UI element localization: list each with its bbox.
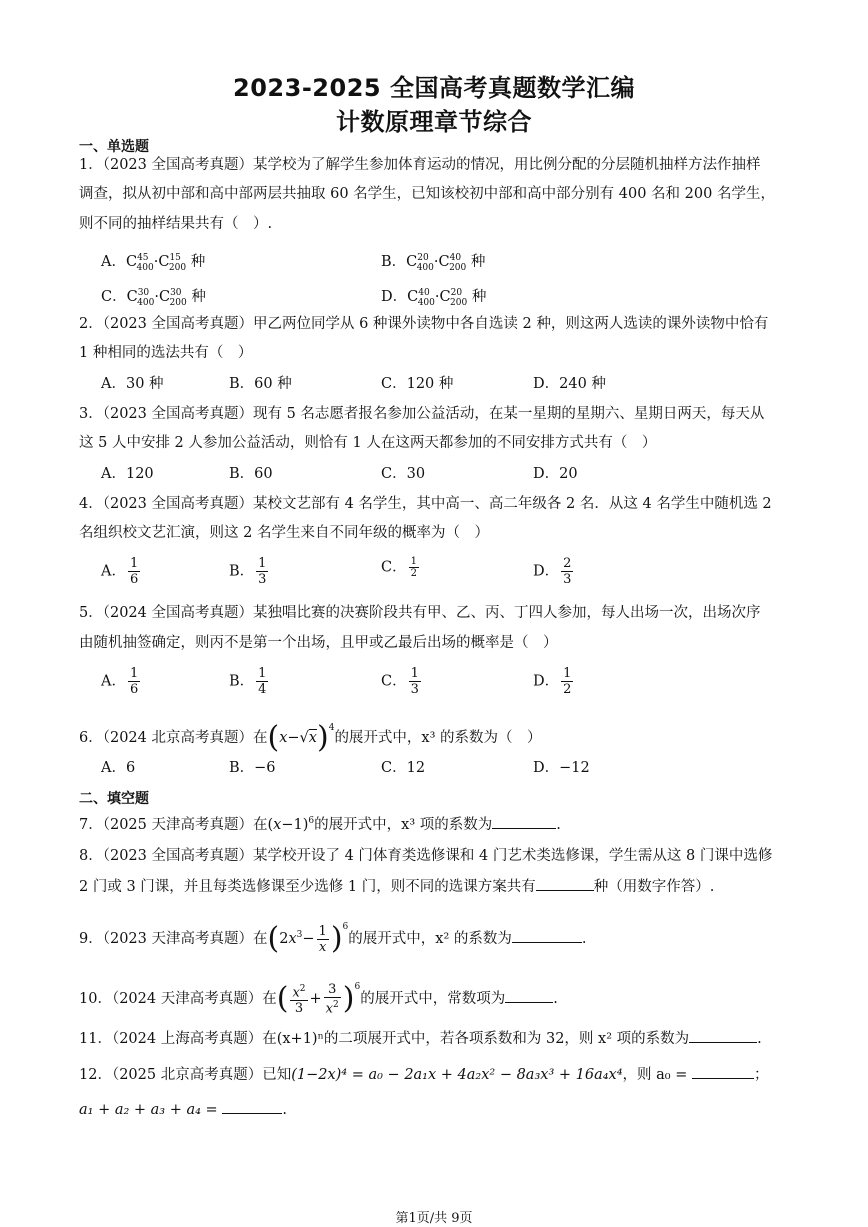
answer-blank[interactable] bbox=[492, 814, 556, 829]
question-1-option-a[interactable]: A．$C^{45}_{400}\cdot C^{15}_{200}$ 种 bbox=[101, 253, 206, 273]
question-4-line-1: 4．（2023 全国高考真题）某校文艺部有 4 名学生，其中高一、高二年级各 2 名．从这 4 名学生中随机选 2 bbox=[79, 496, 772, 512]
question-3-option-a[interactable]: A．120 bbox=[101, 466, 154, 482]
question-5-line-1: 5．（2024 全国高考真题）某独唱比赛的决赛阶段共有甲、乙、丙、丁四人参加，每人出场一次，出场次序 bbox=[79, 605, 761, 621]
question-5-option-d[interactable]: D． $\frac{1}{2}$ bbox=[533, 666, 572, 697]
page-title: 2023-2025 全国高考真题数学汇编 bbox=[233, 74, 635, 102]
question-3-line-2: 这 5 人中安排 2 人参加公益活动，则恰有 1 人在这两天都参加的不同安排方式共有（ ） bbox=[79, 435, 657, 451]
answer-blank[interactable] bbox=[689, 1028, 757, 1043]
question-11-line: 11．（2024 上海高考真题）在(x+1)ⁿ的二项展开式中，若各项系数和为 32，则 x² 项的系数为 . bbox=[79, 1028, 762, 1049]
question-1-option-c[interactable]: C．$C^{30}_{400}\cdot C^{30}_{200}$ 种 bbox=[101, 288, 206, 308]
answer-blank[interactable] bbox=[536, 876, 594, 891]
answer-blank[interactable] bbox=[512, 928, 582, 943]
question-1-option-b[interactable]: B．$C^{20}_{400}\cdot C^{40}_{200}$ 种 bbox=[381, 253, 486, 273]
question-1-line-2: 调查，拟从初中部和高中部两层共抽取 60 名学生，已知该校初中部和高中部分别有 400 名和 200 名学生， bbox=[79, 186, 775, 202]
question-5-option-a[interactable]: A． $\frac{1}{6}$ bbox=[101, 666, 139, 697]
question-5-option-c[interactable]: C． $\frac{1}{3}$ bbox=[381, 666, 419, 697]
question-4-option-b[interactable]: B． $\frac{1}{3}$ bbox=[229, 556, 267, 587]
question-10-line: 10．（2024 天津高考真题）在( $\frac{x^2}{3}$ + $\frac{3}{x^2}$ )$^6$的展开式中，常数项为 . bbox=[79, 981, 558, 1017]
question-3-option-c[interactable]: C．30 bbox=[381, 466, 426, 482]
page-footer: 第1页/共 9页 bbox=[395, 1211, 473, 1226]
question-6-option-a[interactable]: A．6 bbox=[101, 760, 136, 776]
question-6-option-d[interactable]: D．−12 bbox=[533, 760, 590, 776]
answer-blank[interactable] bbox=[505, 988, 553, 1003]
question-3-line-1: 3．（2023 全国高考真题）现有 5 名志愿者报名参加公益活动，在某一星期的星期六、星期日两天，每天从 bbox=[79, 406, 765, 422]
answer-blank[interactable] bbox=[222, 1099, 282, 1114]
answer-blank[interactable] bbox=[692, 1064, 754, 1079]
question-3-option-d[interactable]: D．20 bbox=[533, 466, 578, 482]
question-2-option-b[interactable]: B．60 种 bbox=[229, 376, 292, 392]
question-3-option-b[interactable]: B．60 bbox=[229, 466, 273, 482]
question-8-line-2: 2 门或 3 门课，并且每类选修课至少选修 1 门，则不同的选课方案共有 种（用数字作答）. bbox=[79, 876, 714, 897]
question-6-option-b[interactable]: B．−6 bbox=[229, 760, 276, 776]
question-2-line-1: 2．（2023 全国高考真题）甲乙两位同学从 6 种课外读物中各自选读 2 种，则这两人选读的课外读物中恰有 bbox=[79, 316, 769, 332]
question-4-option-a[interactable]: A． $\frac{1}{6}$ bbox=[101, 556, 139, 587]
question-4-option-c[interactable]: C． $\frac{1}{2}$ bbox=[381, 556, 417, 579]
question-2-line-2: 1 种相同的选法共有（ ） bbox=[79, 345, 253, 361]
page-subtitle: 计数原理章节综合 bbox=[336, 108, 532, 136]
question-8-line-1: 8．（2023 全国高考真题）某学校开设了 4 门体育类选修课和 4 门艺术类选修课，学生需从这 8 门课中选修 bbox=[79, 848, 773, 864]
question-2-option-a[interactable]: A．30 种 bbox=[101, 376, 164, 392]
question-6-line: 6．（2024 北京高考真题）在$(x-√x)^4$的展开式中，x³ 的系数为（ ） bbox=[79, 720, 542, 755]
question-2-option-c[interactable]: C．120 种 bbox=[381, 376, 454, 392]
section-heading-single-choice: 一、单选题 bbox=[79, 139, 149, 155]
question-1-line-3: 则不同的抽样结果共有（ ）. bbox=[79, 216, 273, 232]
question-12-line-1: 12．（2025 北京高考真题）已知(1−2x)⁴ = a₀ − 2a₁x + 4a₂x² − 8a₃x³ + 16a₄x⁴，则 a₀ = ； bbox=[79, 1064, 768, 1085]
question-4-line-2: 名组织校文艺汇演，则这 2 名学生来自不同年级的概率为（ ） bbox=[79, 525, 489, 541]
question-5-line-2: 由随机抽签确定，则丙不是第一个出场，且甲或乙最后出场的概率是（ ） bbox=[79, 635, 558, 651]
question-1-line-1: 1．（2023 全国高考真题）某学校为了解学生参加体育运动的情况，用比例分配的分层随机抽样方法作抽样 bbox=[79, 157, 761, 173]
question-2-option-d[interactable]: D．240 种 bbox=[533, 376, 606, 392]
question-12-line-2: a₁ + a₂ + a₃ + a₄ = . bbox=[79, 1099, 287, 1120]
question-7-line: 7．（2025 天津高考真题）在$(x-1)^6$的展开式中，x³ 项的系数为 . bbox=[79, 811, 561, 835]
question-4-option-d[interactable]: D． $\frac{2}{3}$ bbox=[533, 556, 572, 587]
question-5-option-b[interactable]: B． $\frac{1}{4}$ bbox=[229, 666, 267, 697]
section-heading-fill-in: 二、填空题 bbox=[79, 791, 149, 807]
question-6-option-c[interactable]: C．12 bbox=[381, 760, 426, 776]
question-1-option-d[interactable]: D．$C^{40}_{400}\cdot C^{20}_{200}$ 种 bbox=[381, 288, 487, 308]
question-9-line: 9．（2023 天津高考真题）在($2x^3-$ $\frac{1}{x}$ )$^6$的展开式中，x² 的系数为 . bbox=[79, 921, 587, 956]
